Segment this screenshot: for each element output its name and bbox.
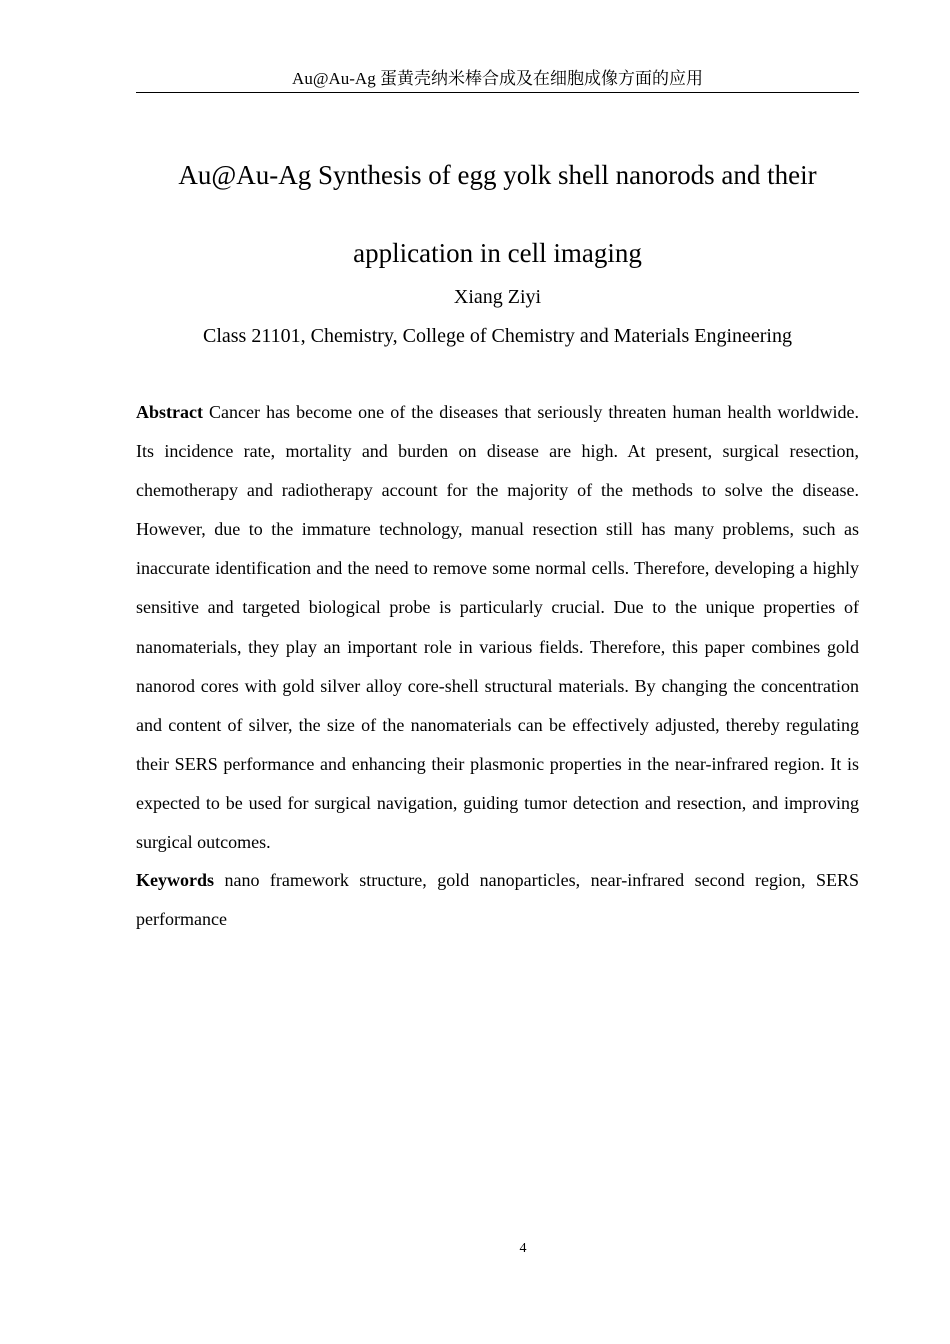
keywords-paragraph <box>136 861 859 939</box>
paper-title <box>136 136 859 292</box>
abstract-text: Cancer has become one of the diseases that seriously threaten human health worldwide. Its incidence rate, mortality and burden on disease are high. At present, surgical resection, chemotherapy and radiotherapy account for the majority of the methods to solve the disease. However, due to the immature technology, manual resection still has many problems, such as inaccurate identification and the need to remove some normal cells. Therefore, developing a highly sensitive and targeted biological probe is particularly crucial. Due to the unique properties of nanomaterials, they play an important role in various fields. Therefore, this paper combines gold nanorod cores with gold silver alloy core-shell structural materials. By changing the concentration and content of silver, the size of the nanomaterials can be effectively adjusted, thereby regulating their SERS performance and enhancing their plasmonic properties in the near-infrared region. It is expected to be used for surgical navigation, guiding tumor detection and resection, and improving surgical outcomes. <box>136 402 860 853</box>
abstract-label: Abstract <box>136 402 203 422</box>
running-header: Au@Au-Ag 蛋黄壳纳米棒合成及在细胞成像方面的应用 <box>136 68 859 93</box>
paper-title-line-2: application in cell imaging <box>353 238 642 268</box>
author-name: Xiang Ziyi <box>453 286 542 308</box>
keywords-text: nano framework structure, gold nanoparticles, near-infrared second region, SERS performance <box>136 870 859 930</box>
page-number: 4 <box>519 1241 527 1256</box>
keywords-label: Keywords <box>136 870 214 890</box>
abstract-paragraph <box>136 393 859 862</box>
author-affiliation: Class 21101, Chemistry, College of Chemistry and Materials Engineering <box>203 325 792 347</box>
paper-title-line-1: Au@Au-Ag Synthesis of egg yolk shell nanorods and their <box>178 160 817 190</box>
